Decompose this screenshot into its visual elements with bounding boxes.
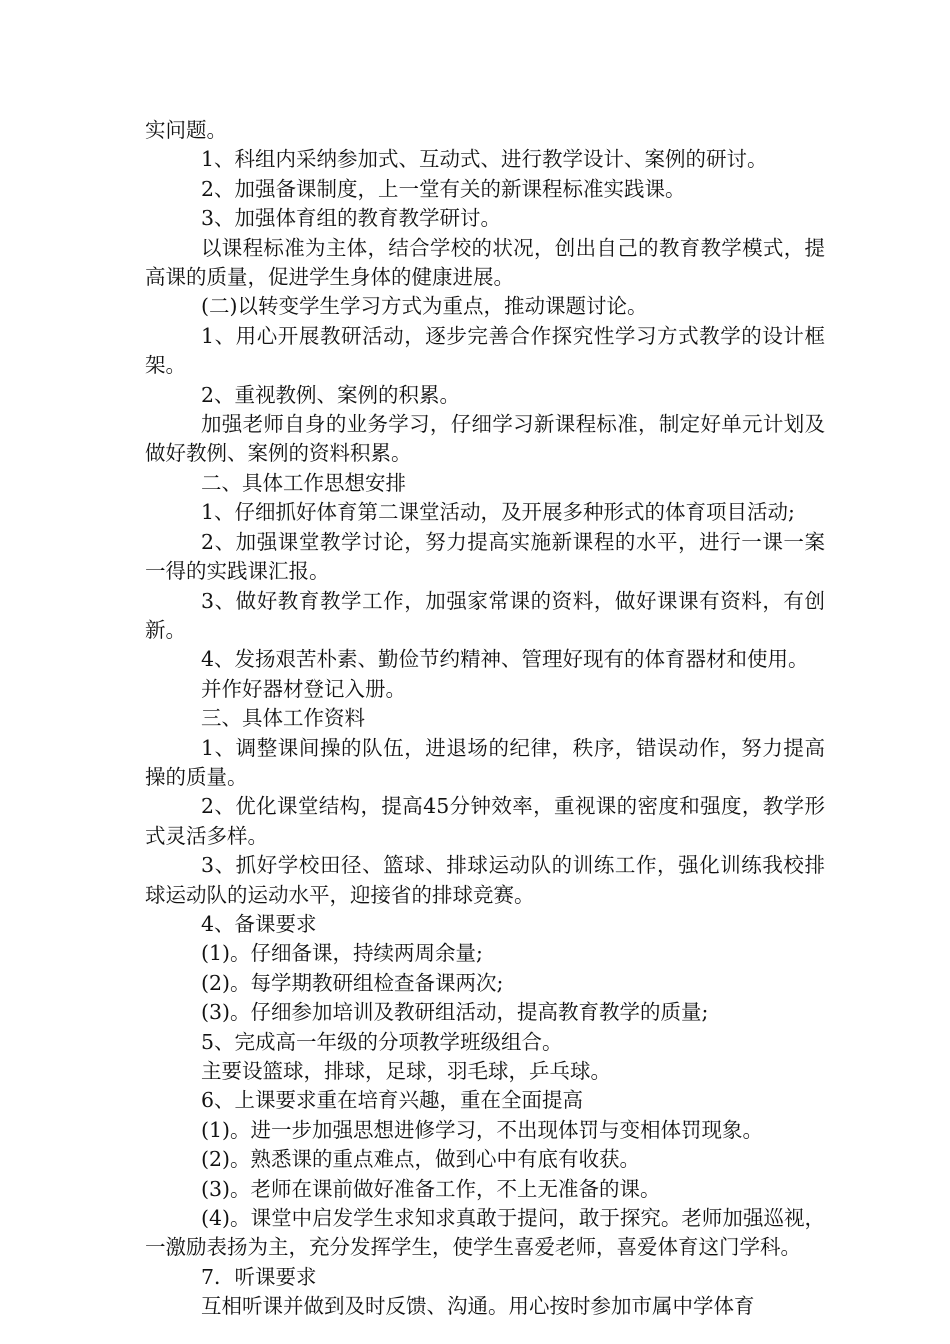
- paragraph-13: 3、做好教育教学工作，加强家常课的资料，做好课课有资料，有创新。: [145, 588, 825, 642]
- paragraph-23: (3)。仔细参加培训及教研组活动，提高教育教学的质量;: [201, 1000, 709, 1025]
- paragraph-9: 加强老师自身的业务学习，仔细学习新课程标准，制定好单元计划及做好教例、案例的资料积累。: [145, 412, 825, 466]
- paragraph-28: (2)。熟悉课的重点难点，做到心中有底有收获。: [201, 1147, 641, 1172]
- paragraph-21: (1)。仔细备课，持续两周余量;: [201, 941, 483, 966]
- paragraph-32: 互相听课并做到及时反馈、沟通。用心按时参加市属中学体育: [201, 1294, 755, 1319]
- section-heading-2: 二、具体工作思想安排: [201, 470, 406, 495]
- paragraph-20: 4、备课要求: [201, 911, 317, 936]
- paragraph-4: 3、加强体育组的教育教学研讨。: [201, 206, 502, 231]
- paragraph-26: 6、上课要求重在培育兴趣，重在全面提高: [201, 1088, 584, 1113]
- paragraph-27: (1)。进一步加强思想进修学习，不出现体罚与变相体罚现象。: [201, 1117, 764, 1142]
- paragraph-6: (二)以转变学生学习方式为重点，推动课题讨论。: [201, 294, 648, 319]
- paragraph-7: 1、用心开展教研活动，逐步完善合作探究性学习方式教学的设计框架。: [145, 323, 825, 378]
- paragraph-22: (2)。每学期教研组检查备课两次;: [201, 970, 504, 995]
- paragraph-11: 1、仔细抓好体育第二课堂活动，及开展多种形式的体育项目活动;: [201, 500, 795, 525]
- paragraph-3: 2、加强备课制度，上一堂有关的新课程标准实践课。: [201, 176, 686, 201]
- paragraph-14: 4、发扬艰苦朴素、勤俭节约精神、管理好现有的体育器材和使用。: [201, 647, 809, 672]
- paragraph-12: 2、加强课堂教学讨论，努力提高实施新课程的水平，进行一课一案一得的实践课汇报。: [145, 529, 825, 584]
- section-heading-3: 三、具体工作资料: [201, 706, 365, 731]
- paragraph-19: 3、抓好学校田径、篮球、排球运动队的训练工作，强化训练我校排球运动队的运动水平，迎接省的排球竞赛。: [145, 853, 825, 907]
- paragraph-25: 主要设篮球，排球，足球，羽毛球，乒乓球。: [201, 1059, 611, 1083]
- paragraph-2: 1、科组内采纳参加式、互动式、进行教学设计、案例的研讨。: [201, 147, 768, 172]
- paragraph-5: 以课程标准为主体，结合学校的状况，创出自己的教育教学模式，提高课的质量，促进学生身体的健康进展。: [145, 235, 825, 290]
- paragraph-31: 7．听课要求: [201, 1264, 317, 1289]
- document-body: [145, 116, 825, 1322]
- paragraph-24: 5、完成高一年级的分项教学班级组合。: [201, 1029, 563, 1054]
- paragraph-17: 1、调整课间操的队伍，进退场的纪律，秩序，错误动作，努力提高操的质量。: [145, 735, 825, 789]
- paragraph-1: 实问题。: [145, 118, 227, 142]
- paragraph-29: (3)。老师在课前做好准备工作，不上无准备的课。: [201, 1176, 661, 1201]
- paragraph-15: 并作好器材登记入册。: [201, 676, 406, 701]
- paragraph-18: 2、优化课堂结构，提高45分钟效率，重视课的密度和强度，教学形式灵活多样。: [145, 794, 825, 848]
- paragraph-8: 2、重视教例、案例的积累。: [201, 382, 461, 407]
- paragraph-30: (4)。课堂中启发学生求知求真敢于提问，敢于探究。老师加强巡视，一激励表扬为主，充分发挥学生，使学生喜爱老师，喜爱体育这门学科。: [145, 1206, 825, 1260]
